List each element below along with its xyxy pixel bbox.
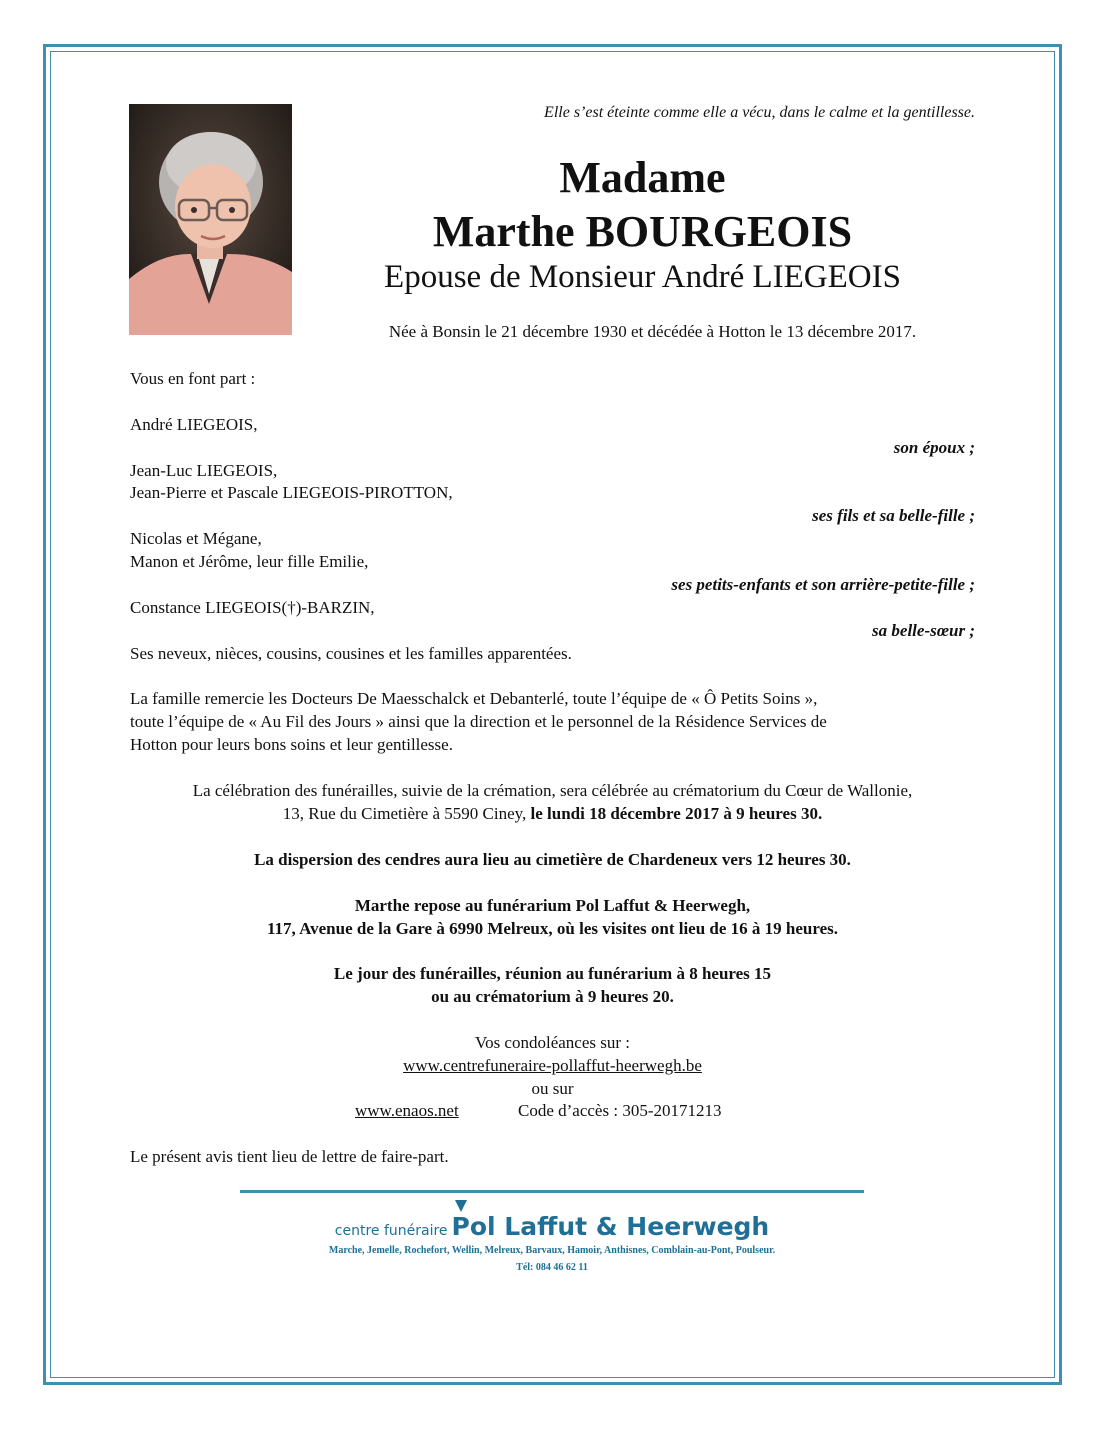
logo-name: Pol Laffut & Heerwegh — [451, 1212, 770, 1241]
family-name: Jean-Luc LIEGEOIS, — [130, 461, 278, 480]
logo-arrow-icon — [455, 1200, 467, 1212]
condolences-site2-wrap — [355, 1100, 459, 1122]
thanks-line: Hotton pour leurs bons soins et leur gentillesse. — [130, 735, 453, 754]
meeting-line: Le jour des funérailles, réunion au funérarium à 8 heures 15 — [333, 964, 772, 983]
family-relation: ses petits-enfants et son arrière-petite-fille ; — [671, 575, 975, 594]
ceremony-date-line — [130, 803, 975, 825]
thanks-line: toute l’équipe de « Au Fil des Jours » ainsi que la direction et le personnel de la Résidence Services de — [130, 712, 827, 731]
condolences-site1-wrap — [130, 1055, 975, 1077]
portrait-photo — [129, 104, 292, 335]
condolences-link-enaos[interactable]: www.enaos.net — [355, 1101, 459, 1120]
access-code: Code d’accès : 305-20171213 — [518, 1101, 722, 1120]
title-honorific: Madame — [559, 153, 726, 202]
condolences-link-pollaffut[interactable]: www.centrefuneraire-pollaffut-heerwegh.be — [403, 1056, 702, 1075]
family-name: Jean-Pierre et Pascale LIEGEOIS-PIROTTON, — [130, 483, 453, 502]
intro-text: Vous en font part : — [130, 369, 256, 388]
thanks-line: La famille remercie les Docteurs De Maesschalck et Debanterlé, toute l’équipe de « Ô Petits Soins », — [130, 689, 818, 708]
ceremony-address: 13, Rue du Cimetière à 5590 Ciney, — [282, 804, 531, 823]
meeting-line: ou au crématorium à 9 heures 20. — [431, 987, 674, 1006]
family-name: Manon et Jérôme, leur fille Emilie, — [130, 552, 369, 571]
repose-line: 117, Avenue de la Gare à 6990 Melreux, où les visites ont lieu de 16 à 19 heures. — [266, 919, 839, 938]
birth-death-line: Née à Bonsin le 21 décembre 1930 et décédée à Hotton le 13 décembre 2017. — [388, 322, 917, 341]
condolences-label: Vos condoléances sur : — [474, 1033, 631, 1052]
logo-prefix: centre funéraire — [334, 1223, 448, 1239]
title-deceased-name: Marthe BOURGEOIS — [432, 207, 853, 256]
family-name: Constance LIEGEOIS(†)-BARZIN, — [130, 598, 375, 617]
family-relation: ses fils et sa belle-fille ; — [812, 506, 975, 525]
logo-divider — [240, 1190, 864, 1193]
portrait-icon — [129, 104, 292, 335]
family-name: André LIEGEOIS, — [130, 415, 258, 434]
repose-line: Marthe repose au funérarium Pol Laffut & Heerwegh, — [354, 896, 751, 915]
closing-text: Le présent avis tient lieu de lettre de faire-part. — [130, 1147, 449, 1166]
condolences-or: ou sur — [531, 1079, 574, 1098]
dispersion-text: La dispersion des cendres aura lieu au cimetière de Chardeneux vers 12 heures 30. — [254, 850, 851, 869]
logo-phone: Tél: 084 46 62 11 — [516, 1262, 588, 1273]
title-spouse: Epouse de Monsieur André LIEGEOIS — [384, 259, 901, 295]
ceremony-line: La célébration des funérailles, suivie de la crémation, sera célébrée au crématorium du Cœur de Wallonie, — [192, 781, 913, 800]
epigraph: Elle s’est éteinte comme elle a vécu, dans le calme et la gentillesse. — [544, 104, 975, 121]
ceremony-datetime: le lundi 18 décembre 2017 à 9 heures 30. — [530, 804, 823, 823]
logo-towns: Marche, Jemelle, Rochefort, Wellin, Melreux, Barvaux, Hamoir, Anthisnes, Comblain-au-Pont, Poulseur. — [328, 1245, 776, 1256]
family-relation: sa belle-sœur ; — [872, 621, 975, 640]
family-relation: son époux ; — [893, 438, 975, 457]
family-name: Nicolas et Mégane, — [130, 529, 262, 548]
extended-family: Ses neveux, nièces, cousins, cousines et les familles apparentées. — [130, 644, 572, 663]
logo-wordmark — [240, 1212, 864, 1241]
